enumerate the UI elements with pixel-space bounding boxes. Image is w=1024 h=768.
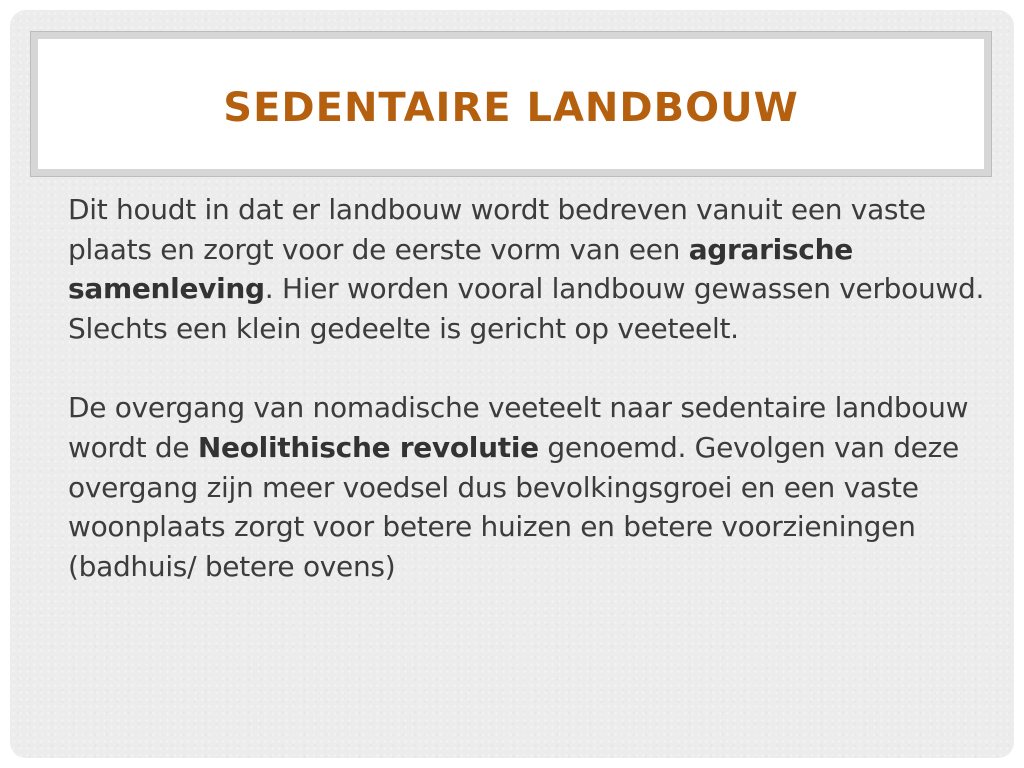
paragraph-2-text-b: genoemd. Gevolgen van deze overgang zijn meer voedsel dus bevolkingsgroei en een vaste woonplaats zorgt voor betere huizen en betere voorzieningen (badhuis/ betere ovens) (68, 430, 959, 583)
paragraph-1-text-b: . Hier worden vooral landbouw gewassen verbouwd. Slechts een klein gedeelte is gericht op veeteelt. (68, 272, 985, 345)
paragraph-2-emphasis: Neolithische revolutie (197, 430, 539, 464)
paragraph-1-text-a: Dit houdt in dat er landbouw wordt bedreven vanuit een vaste plaats en zorgt voor de eerste vorm van een (68, 193, 926, 266)
paragraph-2 (68, 388, 998, 586)
paragraph-1 (68, 190, 998, 348)
paragraph-1-emphasis: agrarische samenleving (68, 232, 853, 306)
slide-body (68, 190, 998, 586)
title-frame (30, 31, 992, 177)
paragraph-2-text-a: De overgang van nomadische veeteelt naar sedentaire landbouw wordt de (68, 391, 969, 464)
slide-title: SEDENTAIRE LANDBOUW (223, 85, 799, 131)
slide (10, 10, 1014, 758)
